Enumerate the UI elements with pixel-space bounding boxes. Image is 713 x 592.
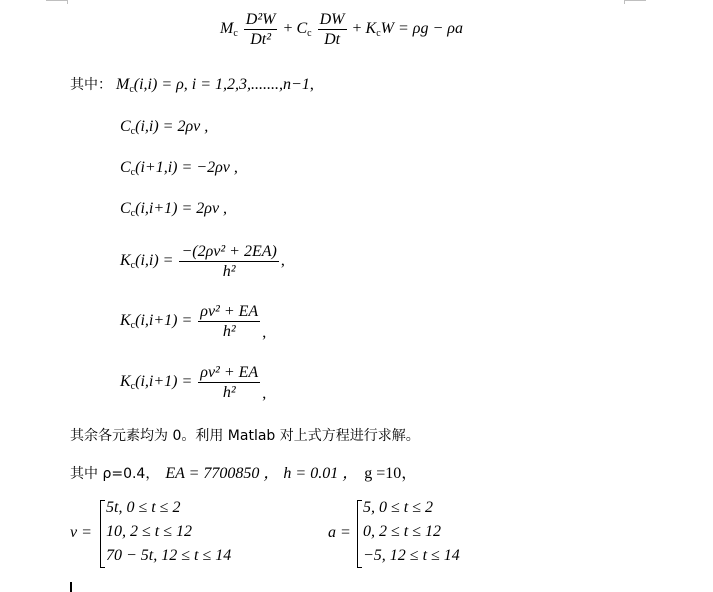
v-piece-1: 5t, 0 ≤ t ≤ 2 <box>106 499 181 516</box>
h-value: h = 0.01 ， <box>283 465 359 482</box>
c-definition: (i,i) = 2ρv , <box>135 118 209 135</box>
subscript-c: c <box>129 84 134 95</box>
k-symbol: K <box>120 373 131 391</box>
m-symbol: M <box>116 76 130 93</box>
a-brace <box>357 500 362 568</box>
subscript-c: c <box>130 381 136 393</box>
fraction-denominator: Dt² <box>250 31 272 48</box>
comma: , <box>262 324 267 342</box>
v-piece-2: 10, 2 ≤ t ≤ 12 <box>106 523 193 540</box>
comma: , <box>309 76 314 93</box>
c-symbol: C <box>120 118 131 135</box>
a-piece-1: 5, 0 ≤ t ≤ 2 <box>363 499 434 516</box>
m-definition: (i,i) = ρ, i = 1,2,3,.......,n−1 <box>133 76 310 93</box>
fraction-denominator: h² <box>222 384 236 401</box>
page-corner-mark-right <box>624 0 646 1</box>
matrix-c-row-2 <box>120 159 238 178</box>
subscript-c: c <box>130 320 136 332</box>
fraction-numerator: D²W <box>245 11 276 28</box>
k-args: (i,i+1) = <box>135 373 193 391</box>
v-brace <box>100 500 105 568</box>
subscript-c: c <box>307 28 312 40</box>
intro-label: 其中： <box>70 77 112 93</box>
a-piece-3: −5, 12 ≤ t ≤ 14 <box>363 547 460 564</box>
c-definition: (i+1,i) = −2ρv , <box>135 159 238 176</box>
second-derivative-fraction <box>244 12 278 47</box>
k-symbol: K <box>120 312 131 330</box>
fraction-numerator: DW <box>319 11 345 28</box>
a-piece-2: 0, 2 ≤ t ≤ 12 <box>363 523 442 540</box>
fraction-numerator: −(2ρv² + 2EA) <box>181 243 277 260</box>
ea-value: EA = 7700850 ， <box>165 465 280 482</box>
k-symbol: K <box>120 252 131 270</box>
fraction-denominator: h² <box>222 323 236 340</box>
equation-rhs: = ρg − ρa <box>394 20 463 38</box>
stiffness-symbol: K <box>365 20 377 38</box>
k-args: (i,i+1) = <box>135 312 193 330</box>
page-corner-mark-left <box>46 0 68 1</box>
rho-value: ρ=0.4， <box>102 466 160 482</box>
damping-symbol: C <box>296 20 308 38</box>
k-fraction <box>179 244 278 279</box>
matrix-k-row-1 <box>120 244 285 279</box>
matrix-c-row-3 <box>120 200 227 219</box>
page-corner-mark-left-vertical <box>67 0 68 4</box>
k-fraction <box>198 304 260 339</box>
fraction-numerator: ρv² + EA <box>200 303 259 320</box>
w-symbol: W <box>380 20 394 38</box>
main-equation <box>220 12 463 47</box>
c-symbol: C <box>120 159 131 176</box>
page-corner-mark-right-vertical <box>624 0 625 4</box>
note-paragraph: 其余各元素均为 0。利用 Matlab 对上式方程进行求解。 <box>70 428 420 444</box>
plus-sign: + <box>283 20 293 38</box>
subscript-c: c <box>130 126 136 137</box>
fraction-numerator: ρv² + EA <box>200 364 259 381</box>
params-prefix: 其中 <box>70 466 103 482</box>
comma: , <box>262 385 267 403</box>
v-piece-3: 70 − 5t, 12 ≤ t ≤ 14 <box>106 547 232 564</box>
subscript-c: c <box>130 167 136 178</box>
v-variable-label: v = <box>70 524 92 541</box>
c-definition: (i,i+1) = 2ρv , <box>135 200 228 217</box>
mass-symbol: M <box>220 20 234 38</box>
subscript-c: c <box>130 208 136 219</box>
parameter-line <box>70 460 417 483</box>
comma: , <box>280 252 285 270</box>
fraction-denominator: Dt <box>324 31 341 48</box>
matrix-c-row-1 <box>120 118 208 137</box>
c-symbol: C <box>120 200 131 217</box>
matrix-k-row-2 <box>120 303 267 342</box>
matrix-k-row-3 <box>120 364 267 403</box>
a-variable-label: a = <box>328 524 351 541</box>
plus-sign: + <box>352 20 362 38</box>
first-derivative-fraction <box>318 12 347 47</box>
fraction-denominator: h² <box>222 263 236 280</box>
k-fraction <box>198 365 260 400</box>
subscript-c: c <box>376 28 381 40</box>
matrix-m-row <box>70 74 314 95</box>
subscript-c: c <box>233 28 238 40</box>
subscript-c: c <box>130 260 136 272</box>
g-value: g =10， <box>364 465 418 482</box>
k-args: (i,i) = <box>135 252 174 270</box>
